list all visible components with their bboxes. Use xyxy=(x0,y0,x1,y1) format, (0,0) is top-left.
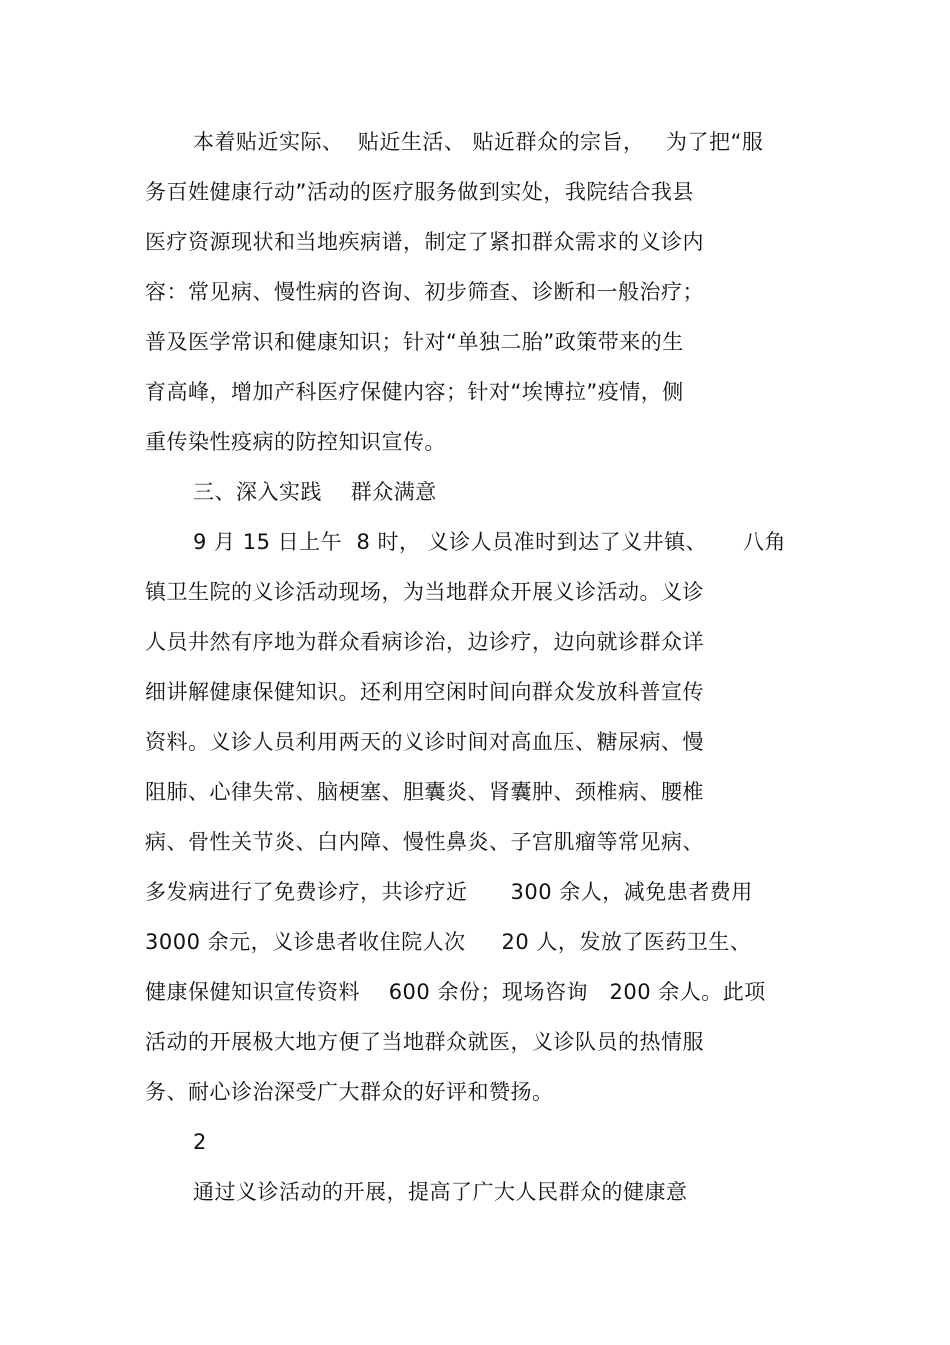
paragraph-line: 医疗资源现状和当地疾病谱，制定了紧扣群众需求的义诊内 xyxy=(145,230,704,254)
page-number: 2 xyxy=(193,1130,207,1154)
paragraph-line: 资料。义诊人员利用两天的义诊时间对高血压、糖尿病、慢 xyxy=(145,730,704,754)
paragraph-line: 阻肺、心律失常、脑梗塞、胆囊炎、肾囊肿、颈椎病、腰椎 xyxy=(145,780,704,804)
paragraph-line: 人员井然有序地为群众看病诊治，边诊疗，边向就诊群众详 xyxy=(145,630,704,654)
paragraph-line: 通过义诊活动的开展，提高了广大人民群众的健康意 xyxy=(193,1180,688,1204)
paragraph-line: 3000 余元，义诊患者收住院人次 20 人，发放了医药卫生、 xyxy=(145,930,752,954)
paragraph-line: 务百姓健康行动”活动的医疗服务做到实处，我院结合我县 xyxy=(145,180,694,204)
paragraph-line: 多发病进行了免费诊疗，共诊疗近 300 余人，减免患者费用 xyxy=(145,880,753,904)
paragraph-line: 务、耐心诊治深受广大群众的好评和赞扬。 xyxy=(145,1080,554,1104)
paragraph-line: 容：常见病、慢性病的咨询、初步筛查、诊断和一般治疗； xyxy=(145,280,704,304)
paragraph-line: 育高峰，增加产科医疗保健内容；针对“埃博拉”疫情，侧 xyxy=(145,380,684,404)
paragraph-line: 普及医学常识和健康知识；针对“单独二胎”政策带来的生 xyxy=(145,330,684,354)
paragraph-line: 本着贴近实际、 贴近生活、 贴近群众的宗旨， 为了把“服 xyxy=(193,130,764,154)
paragraph-line: 镇卫生院的义诊活动现场，为当地群众开展义诊活动。义诊 xyxy=(145,580,704,604)
section-heading: 三、深入实践 群众满意 xyxy=(193,480,437,504)
paragraph-line: 健康保健知识宣传资料 600 余份；现场咨询 200 余人。此项 xyxy=(145,980,766,1004)
paragraph-line: 病、骨性关节炎、白内障、慢性鼻炎、子宫肌瘤等常见病、 xyxy=(145,830,704,854)
paragraph-line: 活动的开展极大地方便了当地群众就医，义诊队员的热情服 xyxy=(145,1030,704,1054)
paragraph-line: 细讲解健康保健知识。还利用空闲时间向群众发放科普宣传 xyxy=(145,680,704,704)
paragraph-line: 重传染性疫病的防控知识宣传。 xyxy=(145,430,446,454)
paragraph-line: 9 月 15 日上午 8 时， 义诊人员准时到达了义井镇、 八角 xyxy=(193,530,787,554)
